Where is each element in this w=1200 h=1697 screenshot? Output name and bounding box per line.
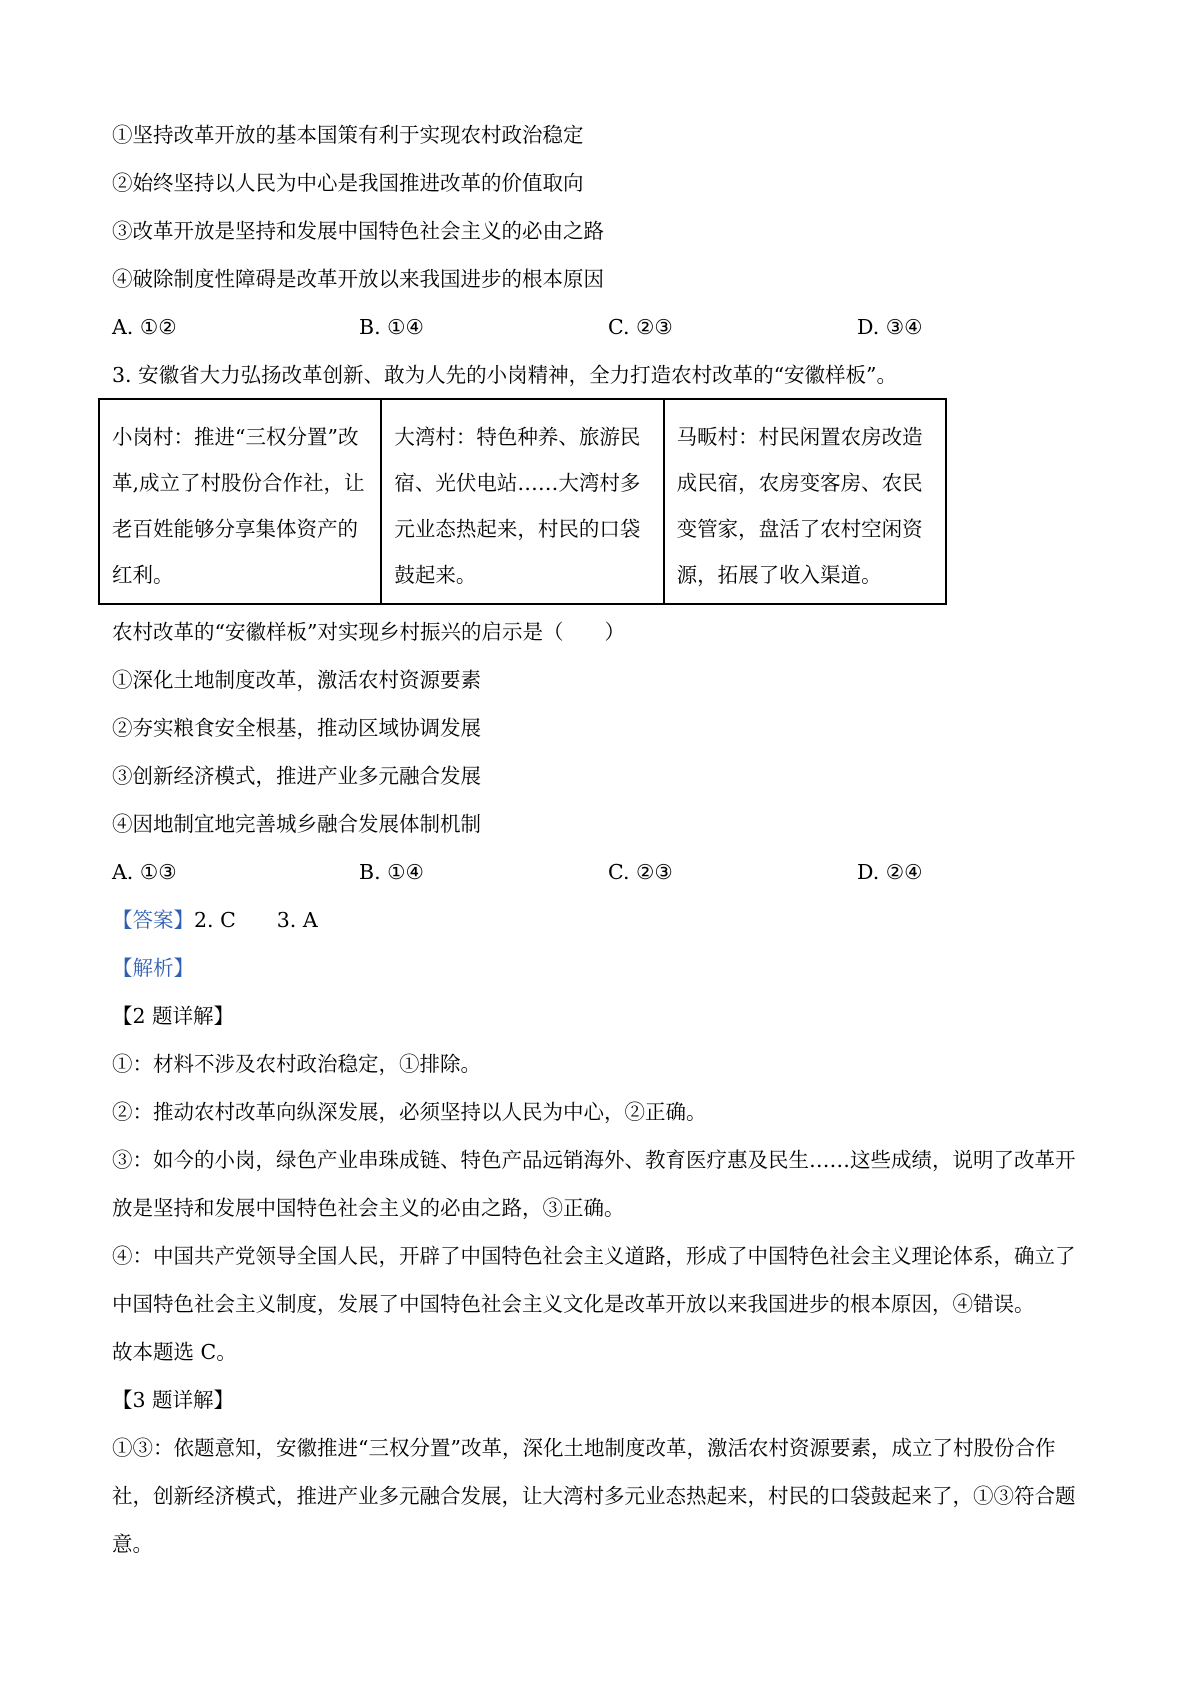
detail2-conclusion: 故本题选 C。: [112, 1340, 237, 1364]
detail2-point-2: ②：推动农村改革向纵深发展，必须坚持以人民为中心，②正确。: [112, 1100, 707, 1124]
answer-line: [112, 905, 318, 935]
q3-option-b: B. ①④: [359, 860, 424, 884]
q3-item-1: ①深化土地制度改革，激活农村资源要素: [112, 668, 481, 692]
detail2-title: 【2 题详解】: [112, 1004, 235, 1028]
q3-table-cell-mafan: 马畈村：村民闲置农房改造成民宿，农房变客房、农民变管家，盘活了农村空闲资源，拓展了收入渠道。: [664, 399, 946, 604]
q3-question: 农村改革的“安徽样板”对实现乡村振兴的启示是（ ）: [112, 620, 625, 644]
q3-table-cell-xiaogang: 小岗村：推进“三权分置”改革,成立了村股份合作社，让老百姓能够分享集体资产的红利。: [99, 399, 381, 604]
detail2-point-4: ④：中国共产党领导全国人民，开辟了中国特色社会主义道路，形成了中国特色社会主义理论体系，确立了中国特色社会主义制度，发展了中国特色社会主义文化是改革开放以来我国进步的根本原因，④错误。: [112, 1244, 1076, 1316]
q2-option-b: B. ①④: [359, 315, 424, 339]
detail3-title: 【3 题详解】: [112, 1388, 235, 1412]
q3-table-cell-dawan: 大湾村：特色种养、旅游民宿、光伏电站……大湾村多元业态热起来，村民的口袋鼓起来。: [381, 399, 663, 604]
detail3-point-1: ①③：依题意知，安徽推进“三权分置”改革，深化土地制度改革，激活农村资源要素，成立了村股份合作社，创新经济模式，推进产业多元融合发展，让大湾村多元业态热起来，村民的口袋鼓起来了，①③符合题意。: [112, 1436, 1076, 1556]
q3-option-a: A. ①③: [112, 860, 177, 884]
q3-material-table: [98, 398, 947, 605]
q2-option-a: A. ①②: [112, 315, 177, 339]
detail2-point-1: ①：材料不涉及农村政治稳定，①排除。: [112, 1052, 481, 1076]
answer-label: 【答案】: [112, 908, 194, 932]
q2-item-1: ①坚持改革开放的基本国策有利于实现农村政治稳定: [112, 123, 584, 147]
analysis-label: 【解析】: [112, 956, 194, 980]
q3-stem: 3. 安徽省大力弘扬改革创新、敢为人先的小岗精神，全力打造农村改革的“安徽样板”。: [112, 363, 898, 387]
detail2-point-3: ③：如今的小岗，绿色产业串珠成链、特色产品远销海外、教育医疗惠及民生……这些成绩，说明了改革开放是坚持和发展中国特色社会主义的必由之路，③正确。: [112, 1148, 1076, 1220]
q2-option-c: C. ②③: [608, 315, 673, 339]
q3-option-c: C. ②③: [608, 860, 673, 884]
q2-item-3: ③改革开放是坚持和发展中国特色社会主义的必由之路: [112, 219, 604, 243]
q2-option-d: D. ③④: [857, 315, 923, 339]
q2-item-2: ②始终坚持以人民为中心是我国推进改革的价值取向: [112, 171, 584, 195]
q2-item-4: ④破除制度性障碍是改革开放以来我国进步的根本原因: [112, 267, 604, 291]
q3-item-2: ②夯实粮食安全根基，推动区域协调发展: [112, 716, 481, 740]
answer-text: 2. C 3. A: [194, 908, 318, 932]
q3-item-3: ③创新经济模式，推进产业多元融合发展: [112, 764, 481, 788]
q3-item-4: ④因地制宜地完善城乡融合发展体制机制: [112, 812, 481, 836]
q3-option-d: D. ②④: [857, 860, 923, 884]
